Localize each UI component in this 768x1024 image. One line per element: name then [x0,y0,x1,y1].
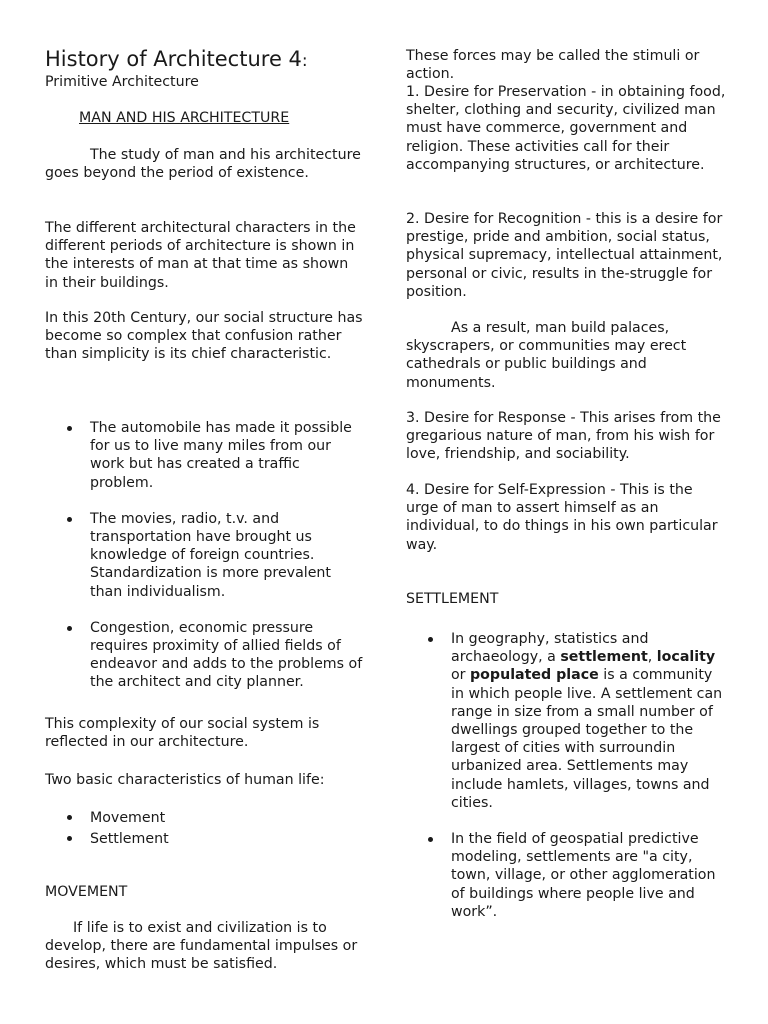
term-settlement: settlement [560,649,648,666]
settlement-text-1: In geography, statistics and archaeology, a [451,631,649,666]
title-text: History of Architecture 4 [45,47,302,71]
term-populated-place: populated place [470,667,599,684]
left-paragraph-5: Two basic characteristics of human life: [45,772,325,788]
left-bullet-list [45,419,365,692]
desire-recognition: 2. Desire for Recognition - this is a desire for prestige, pride and ambition, social status, physical supremacy, intellectual attainment, personal or civic, results in the-struggle for position. [406,211,723,300]
settlement-text-2: is a community in which people live. A settlement can range in size from a small number of dwellings grouped together to the largest of cities with surroundin urbanized area. Settlements may include hamlets, villages, towns and cities. [451,667,723,811]
settlement-list [406,630,726,921]
left-paragraph-4: This complexity of our social system is reflected in our architecture. [45,716,320,751]
list-item: Congestion, economic pressure requires proximity of allied fields of endeavor and adds to the problems of the architect and city planner. [45,619,365,692]
document-title [45,46,308,74]
left-paragraph-3: In this 20th Century, our social structure has become so complex that confusion rather than simplicity is its chief characteristic. [45,310,363,363]
desire-self-expression: 4. Desire for Self-Expression - This is the urge of man to assert himself as an individual, to do things in his own particular way. [406,482,718,553]
desire-response: 3. Desire for Response - This arises from the gregarious nature of man, from his wish for love, friendship, and sociability. [406,410,721,463]
list-item: The movies, radio, t.v. and transportation have brought us knowledge of foreign countries. Standardization is more prevalent than individualism. [45,510,365,601]
title-colon: : [301,51,308,71]
movement-heading: MOVEMENT [45,884,128,900]
list-item: Settlement [45,829,365,850]
settlement-heading: SETTLEMENT [406,591,499,607]
list-item: In the field of geospatial predictive modeling, settlements are "a city, town, village, or other agglomeration of buildings where people live and work”. [406,830,726,921]
term-locality: locality [656,649,716,666]
document-subtitle: Primitive Architecture [45,74,199,90]
characteristics-list [45,808,365,850]
list-item [406,630,726,812]
left-paragraph-1: The study of man and his architecture goes beyond the period of existence. [45,147,361,182]
separator-comma: , [647,649,657,666]
list-item: Movement [45,808,365,829]
left-paragraph-2: The different architectural characters in the different periods of architecture is shown in the interests of man at that time as shown in their buildings. [45,220,356,291]
section-heading: MAN AND HIS ARCHITECTURE [79,110,290,126]
desire-preservation: 1. Desire for Preservation - in obtaining food, shelter, clothing and security, civilized man must have commerce, government and religion. These activities call for their accompanying structures, or architecture. [406,84,726,173]
left-paragraph-6: If life is to exist and civilization is to develop, there are fundamental impulses or desires, which must be satisfied. [45,920,358,973]
right-paragraph-1: These forces may be called the stimuli or action. [406,48,700,83]
separator-or: or [451,667,471,684]
right-paragraph-4: As a result, man build palaces, skyscrapers, or communities may erect cathedrals or public buildings and monuments. [406,320,687,391]
list-item: The automobile has made it possible for us to live many miles from our work but has created a traffic problem. [45,419,365,492]
